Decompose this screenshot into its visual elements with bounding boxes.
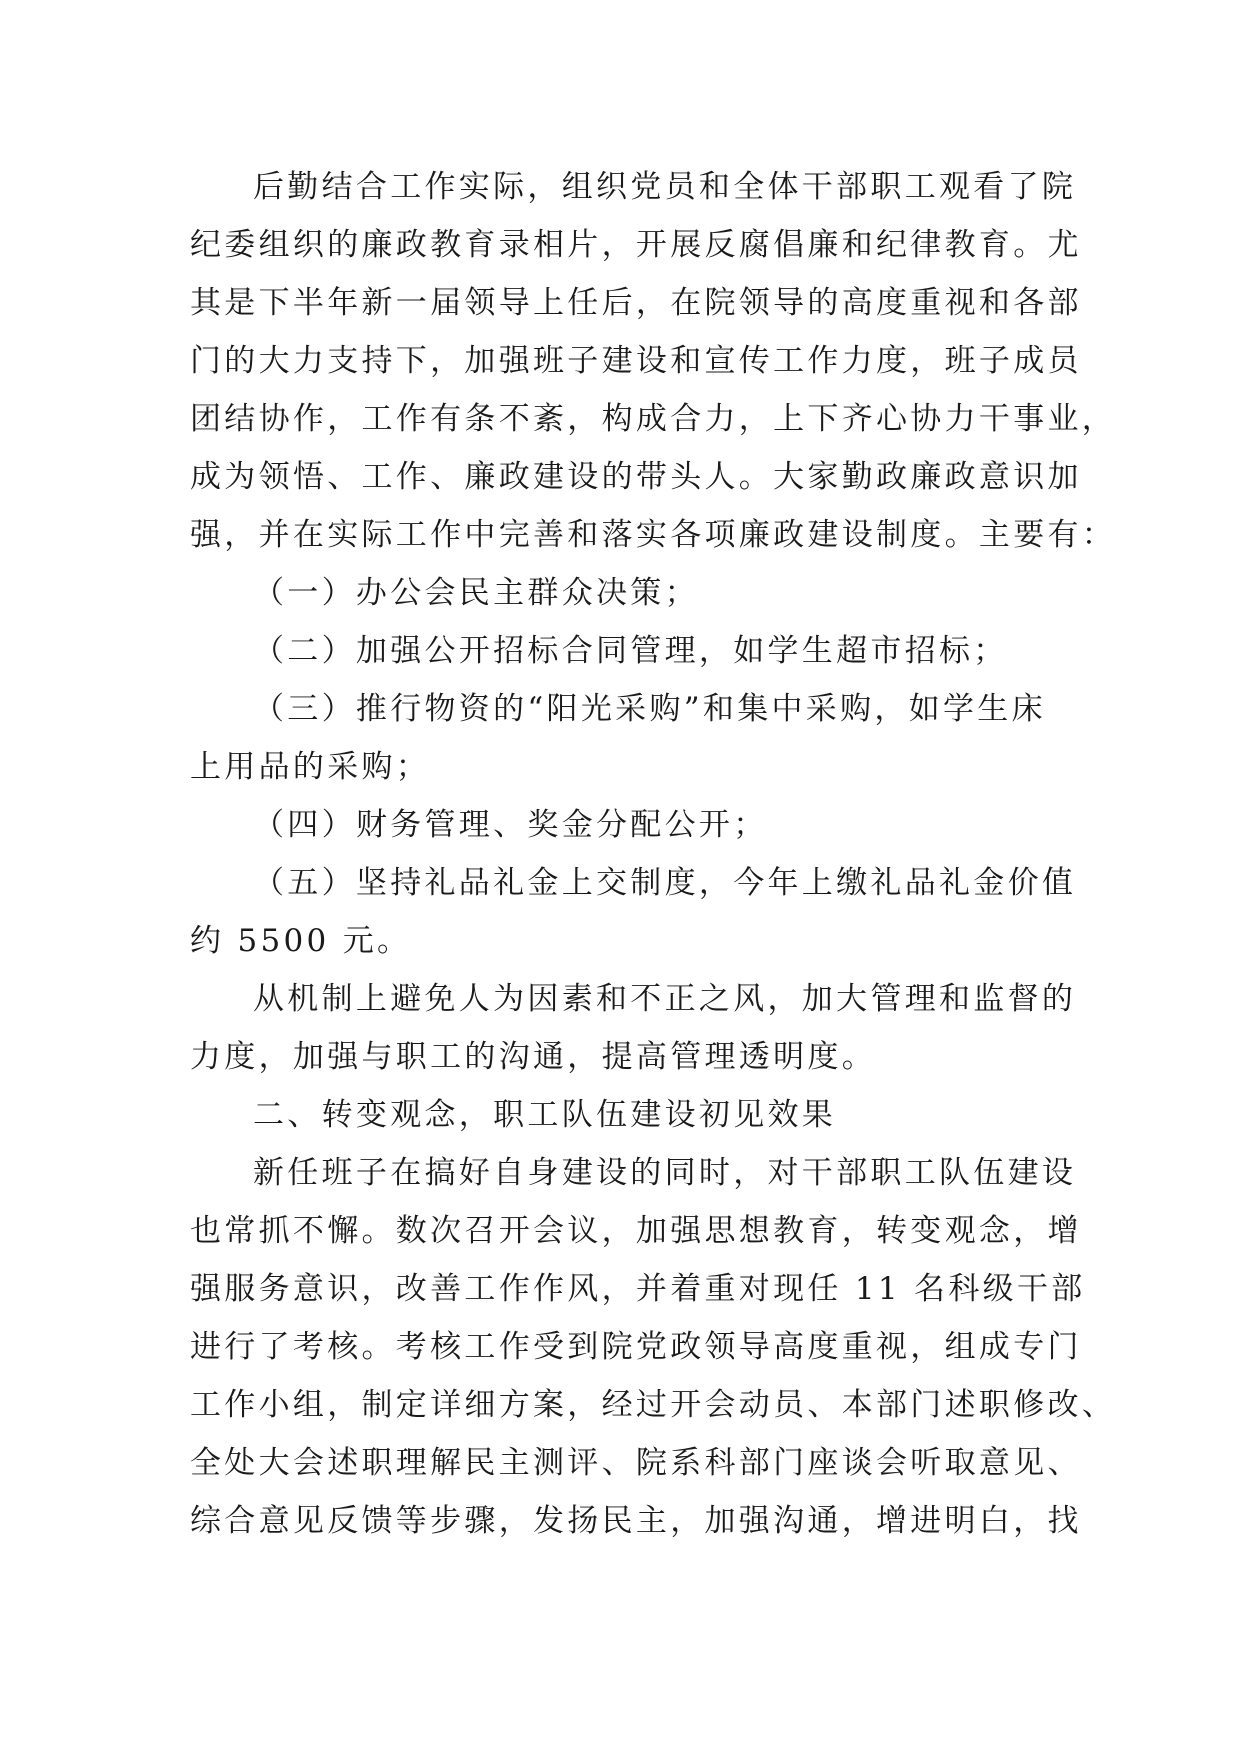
paragraph-line: 纪委组织的廉政教育录相片，开展反腐倡廉和纪律教育。尤 <box>190 227 1082 263</box>
paragraph-line: 工作小组，制定详细方案，经过开会动员、本部门述职修改、 <box>190 1387 1117 1423</box>
list-item: （五）坚持礼品礼金上交制度，今年上缴礼品礼金价值 <box>253 865 1077 901</box>
list-item: （四）财务管理、奖金分配公开； <box>253 807 768 843</box>
list-item: （三）推行物资的“阳光采购”和集中采购，如学生床 <box>253 691 1046 727</box>
list-item: （一）办公会民主群众决策； <box>253 575 699 611</box>
paragraph-line: 后勤结合工作实际，组织党员和全体干部职工观看了院 <box>253 169 1077 205</box>
paragraph-line: 约 5500 元。 <box>190 923 412 959</box>
paragraph-line: 成为领悟、工作、廉政建设的带头人。大家勤政廉政意识加 <box>190 459 1082 495</box>
list-item: （二）加强公开招标合同管理，如学生超市招标； <box>253 633 1008 669</box>
paragraph-line: 上用品的采购； <box>190 749 431 785</box>
paragraph-line: 其是下半年新一届领导上任后，在院领导的高度重视和各部 <box>190 285 1082 321</box>
paragraph-line: 也常抓不懈。数次召开会议，加强思想教育，转变观念，增 <box>190 1213 1082 1249</box>
paragraph-line: 强，并在实际工作中完善和落实各项廉政建设制度。主要有： <box>190 517 1117 553</box>
paragraph-line: 新任班子在搞好自身建设的同时，对干部职工队伍建设 <box>253 1155 1077 1191</box>
paragraph-line: 团结协作，工作有条不紊，构成合力，上下齐心协力干事业， <box>190 401 1117 437</box>
paragraph-line: 门的大力支持下，加强班子建设和宣传工作力度，班子成员 <box>190 343 1082 379</box>
paragraph-line: 强服务意识，改善工作作风，并着重对现任 11 名科级干部 <box>190 1271 1086 1307</box>
paragraph-line: 进行了考核。考核工作受到院党政领导高度重视，组成专门 <box>190 1329 1082 1365</box>
paragraph-line: 从机制上避免人为因素和不正之风，加大管理和监督的 <box>253 981 1077 1017</box>
paragraph-line: 力度，加强与职工的沟通，提高管理透明度。 <box>190 1039 876 1075</box>
section-heading: 二、转变观念，职工队伍建设初见效果 <box>253 1097 837 1133</box>
paragraph-line: 综合意见反馈等步骤，发扬民主，加强沟通，增进明白，找 <box>190 1503 1082 1539</box>
paragraph-line: 全处大会述职理解民主测评、院系科部门座谈会听取意见、 <box>190 1445 1082 1481</box>
